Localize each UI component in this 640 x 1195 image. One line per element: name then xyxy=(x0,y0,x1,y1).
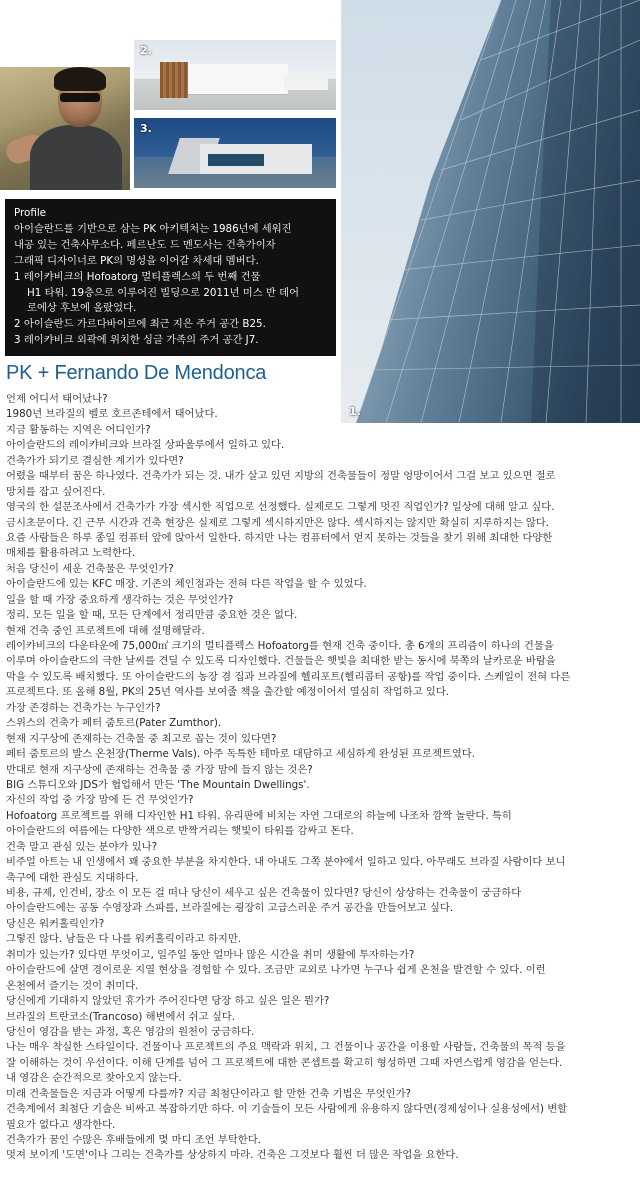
article-line: 당신은 워커홀릭인가? xyxy=(6,917,105,930)
article-line: 프로젝트다. 또 올해 8월, PK의 25년 역사를 보여줄 책을 출간할 예정이어서 열심히 작업하고 있다. xyxy=(6,686,450,699)
article-line: 아이슬란드의 레이캬비크와 브라질 상파울루에서 일하고 있다. xyxy=(6,439,285,452)
article-line: 처음 당신이 세운 건축물은 무엇인가? xyxy=(6,562,174,575)
profile-line: 그래픽 디자이너로 PK의 명성을 이어갈 차세대 멤버다. xyxy=(14,254,259,267)
profile-line: 아이슬란드를 기반으로 삼는 PK 아키텍처는 1986년에 세워진 xyxy=(14,222,292,235)
profile-caption-1-cont: 로에상 후보에 올랐었다. xyxy=(27,302,137,315)
article-line: 스위스의 건축가 페터 줌토르(Pater Zumthor). xyxy=(6,717,222,730)
house-j7-photo xyxy=(134,118,336,188)
article-line: 망치를 잡고 싶어진다. xyxy=(6,485,106,498)
interview-body xyxy=(6,392,638,1164)
article-line: 아이슬란드에 있는 KFC 매장. 기존의 체인점과는 전혀 다른 작업을 할 수 있었다. xyxy=(6,578,367,591)
article-line: 그렇진 않다. 남들은 다 나를 워커홀릭이라고 하지만. xyxy=(6,933,242,946)
article-line: 영국의 한 설문조사에서 건축가가 가장 섹시한 직업으로 선정했다. 실제로도 그렇게 멋진 직업인가? 일상에 대해 알고 싶다. xyxy=(6,501,555,514)
profile-caption-1: 1 레이캬비크의 Hofoatorg 멀티플렉스의 두 번째 건물 xyxy=(14,270,261,283)
profile-box xyxy=(5,199,336,356)
article-line: 당신이 영감을 받는 과정, 혹은 영감의 원천이 궁금하다. xyxy=(6,1025,255,1038)
article-line: 이루며 아이슬란드의 극한 날씨를 견딜 수 있도록 디자인했다. 건물들은 햇빛을 최대한 받는 동시에 북쪽의 날카로운 바람을 xyxy=(6,655,556,668)
article-line: 축구에 대한 관심도 지대하다. xyxy=(6,871,139,884)
article-line: 매체를 활용하려고 노력한다. xyxy=(6,547,136,560)
article-line: 건축가가 꿈인 수많은 후배들에게 몇 마디 조언 부탁한다. xyxy=(6,1134,261,1146)
photo-2-label: 2. xyxy=(140,44,152,57)
architect-portrait-photo xyxy=(0,67,130,190)
article-line: 아이슬란드에는 공동 수영장과 스파를, 브라질에는 굉장히 고급스러운 주거 공간을 만들어보고 싶다. xyxy=(6,902,454,915)
article-line: 비용, 규제, 인건비, 장소 이 모든 걸 떠나 당신이 세우고 싶은 건축물이 있다면? 당신이 상상하는 건축물이 궁금하다 xyxy=(6,887,522,899)
article-line: 건축계에서 최첨단 기술은 비싸고 복잡하기만 하다. 이 기술들이 모든 사람에게 유용하지 않다면(경제성이나 실용성에서) 변할 xyxy=(6,1103,568,1116)
article-line: 나는 매우 착실한 스타일이다. 건물이나 프로젝트의 주요 맥락과 위치, 그 건물이나 공간을 이용할 사람들, 건축물의 목적 등을 xyxy=(6,1041,566,1054)
article-line: 내 영감은 순간적으로 찾아오지 않는다. xyxy=(6,1072,182,1085)
article-line: 멋져 보이게 '도면'이나 그리는 건축가를 상상하지 마라. 건축은 그것보다 훨씬 더 많은 작업을 요한다. xyxy=(6,1149,459,1162)
photo-3-label: 3. xyxy=(140,122,152,135)
article-line: 정리. 모든 일을 할 때, 모든 단계에서 정리만큼 중요한 것은 없다. xyxy=(6,609,298,622)
article-line: 미래 건축물들은 지금과 어떻게 다를까? 지금 최첨단이라고 할 만한 건축 기법은 무엇인가? xyxy=(6,1087,412,1100)
article-line: 어렸을 때부터 꿈은 하나였다. 건축가가 되는 것. 내가 살고 있던 지방의 건축물들이 정말 엉망이어서 그걸 보고 있으면 절로 xyxy=(6,470,556,483)
article-line: 아이슬란드에 살면 경이로운 지열 현상을 경험할 수 있다. 조금만 교외로 나가면 누구나 쉽게 온천을 발견할 수 있다. 이런 xyxy=(6,964,546,977)
article-line: 막을 수 있도록 배치했다. 또 아이슬란드의 농장 겸 집과 브라질에 헬리포트(헬리콥터 공항)를 작업 중이다. 스케일이 전혀 다른 xyxy=(6,670,571,683)
article-line: 취미가 있는가? 있다면 무엇이고, 일주일 동안 얼마나 많은 시간을 취미 생활에 투자하는가? xyxy=(6,948,415,961)
article-line: 페터 줌토르의 발스 온천장(Therme Vals). 아주 독특한 테마로 대담하고 세심하게 완성된 프로젝트였다. xyxy=(6,748,476,761)
article-line: Hofoatorg 프로젝트를 위해 디자인한 H1 타워. 유리판에 비치는 자연 그대로의 하늘에 나조차 깜짝 놀란다. 특히 xyxy=(6,809,512,822)
article-line: BIG 스튜디오와 JDS가 협업해서 만든 'The Mountain Dwellings'. xyxy=(6,778,310,791)
article-line: 금시초문이다. 긴 근무 시간과 건축 현장은 실제로 그렇게 섹시하지만은 않다. 섹시하지는 않지만 확실히 지루하지는 않다. xyxy=(6,516,550,529)
article-headline: PK + Fernando De Mendonca xyxy=(6,362,267,384)
article-line: 지금 활동하는 지역은 어디인가? xyxy=(6,423,151,436)
article-line: 요즘 사람들은 하루 종일 컴퓨터 앞에 앉아서 일한다. 하지만 나는 컴퓨터에서 얻지 못하는 것들을 찾기 위해 최대한 다양한 xyxy=(6,531,553,544)
article-line: 언제 어디서 태어났나? xyxy=(6,393,108,405)
photo-1-label: 1. xyxy=(349,405,361,418)
article-line: 가장 존경하는 건축가는 누구인가? xyxy=(6,701,161,714)
house-b25-photo xyxy=(134,40,336,110)
article-line: 현재 지구상에 존재하는 건축물 중 최고로 꼽는 것이 있다면? xyxy=(6,732,277,745)
article-line: 당신에게 기대하지 않았던 휴가가 주어진다면 당장 하고 싶은 일은 뭔가? xyxy=(6,995,330,1008)
article-line: 온천에서 즐기는 것이 취미다. xyxy=(6,979,139,992)
article-line: 현재 건축 중인 프로젝트에 대해 설명해달라. xyxy=(6,624,205,637)
article-line: 건축가가 되기로 결심한 계기가 있다면? xyxy=(6,454,184,467)
profile-line: 내공 있는 건축사무소다. 페르난도 드 멘도사는 건축가이자 xyxy=(14,238,276,251)
article-line: 1980년 브라질의 벨로 호르존테에서 태어났다. xyxy=(6,408,218,421)
article-line: 건축 말고 관심 있는 분야가 있나? xyxy=(6,840,158,853)
profile-caption-2: 2 아이슬란드 가르다바이르에 최근 지은 주거 공간 B25. xyxy=(14,318,266,331)
article-line: 레이캬비크의 다운타운에 75,000㎡ 크기의 멀티플렉스 Hofoatorg를 현재 건축 중이다. 총 6개의 프리즘이 하나의 건물을 xyxy=(6,640,554,652)
profile-heading: Profile xyxy=(14,207,47,219)
profile-caption-3: 3 레이캬비크 외곽에 위치한 싱글 가족의 주거 공간 J7. xyxy=(14,334,259,347)
article-line: 일을 할 때 가장 중요하게 생각하는 것은 무엇인가? xyxy=(6,593,234,606)
h1-tower-photo xyxy=(341,0,640,423)
article-line: 아이슬란드의 여름에는 다양한 색으로 반짝거리는 햇빛이 타워를 감싸고 돈다. xyxy=(6,825,354,838)
article-line: 필요가 없다고 생각한다. xyxy=(6,1118,116,1131)
article-line: 자신의 작업 중 가장 맘에 든 건 무엇인가? xyxy=(6,794,194,807)
article-line: 반대로 현재 지구상에 존재하는 건축물 중 가장 맘에 들지 않는 것은? xyxy=(6,763,313,776)
article-line: 비주얼 아트는 내 인생에서 꽤 중요한 부분을 차지한다. 내 아내도 그쪽 분야에서 일하고 있다. 아무래도 브라질 사람이다 보니 xyxy=(6,856,566,869)
article-line: 잘 이해하는 것이 우선이다. 이해 단계를 넘어 그 프로젝트에 대한 콘셉트를 확고히 형성하면 그때 자연스럽게 영감을 얻는다. xyxy=(6,1056,563,1069)
article-line: 브라질의 트란코소(Trancoso) 해변에서 쉬고 싶다. xyxy=(6,1010,236,1023)
profile-caption-1-cont: H1 타워. 19층으로 이루어진 빌딩으로 2011년 미스 반 데어 xyxy=(27,286,300,299)
